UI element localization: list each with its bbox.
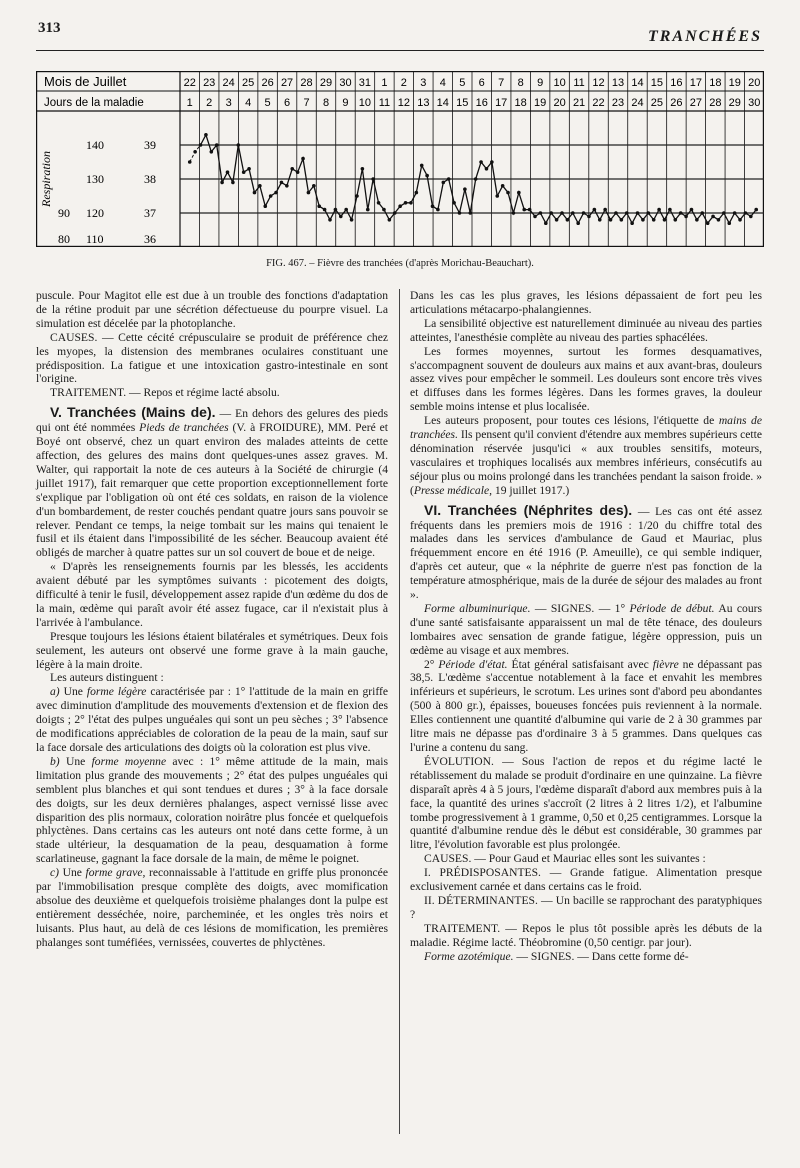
temperature-point — [415, 191, 419, 195]
month-date-label: 2 — [400, 77, 407, 89]
temperature-point — [355, 194, 359, 198]
temperature-point — [582, 211, 586, 215]
month-date-label: 20 — [748, 77, 761, 89]
temperature-point — [749, 215, 753, 219]
temperature-point — [495, 194, 499, 198]
temperature-point — [754, 208, 758, 212]
temperature-point — [393, 211, 397, 215]
text-run: Période d'état. — [438, 657, 508, 671]
text-run: Ils pensent qu'il convient d'étendre aux membres supérieurs cette dénomination réservée jusqu'ici « aux troubles sensitifs, moteurs, vasculaires et trophiques localisés aux membres inférieurs, consécutifs au séjour plus ou moins prolongé dans les tranchées pendant la saison froide. » ( — [410, 428, 762, 497]
temperature-point — [301, 157, 305, 161]
temperature-point — [269, 194, 273, 198]
temperature-point — [609, 218, 613, 222]
temperature-point — [474, 177, 478, 181]
temperature-point — [587, 215, 591, 219]
text-run: Presque toujours les lésions étaient bilatérales et symétriques. Deux fois seulement, les auteurs ont observé une forme grave à la main gauche, légère à la main droite. — [36, 629, 388, 671]
day-number-label: 6 — [284, 97, 291, 109]
month-date-label: 31 — [358, 77, 372, 89]
temperature-point — [350, 218, 354, 222]
text-run: 19 juillet 1917.) — [492, 483, 570, 497]
paragraph — [410, 317, 762, 345]
temperature-point — [253, 191, 257, 195]
temperature-point — [458, 211, 462, 215]
temperature-point — [388, 218, 392, 222]
text-run: — 1° — [594, 601, 630, 615]
text-run: — Pour Gaud et Mauriac elles sont les suivantes : — [471, 852, 706, 866]
day-number-label: 15 — [456, 97, 469, 109]
text-run: — Un bacille se rapprochant des paratyphiques ? — [410, 893, 762, 921]
temperature-point — [193, 150, 197, 154]
month-date-label: 10 — [553, 77, 566, 89]
paragraph — [36, 289, 388, 331]
text-run: Une — [59, 685, 87, 699]
temperature-point — [409, 201, 413, 205]
temperature-point — [711, 215, 715, 219]
paragraph — [410, 658, 762, 755]
temperature-point — [549, 211, 553, 215]
temperature-point — [247, 167, 251, 171]
text-run: fièvre — [652, 657, 679, 671]
month-date-label: 19 — [728, 77, 741, 89]
month-row-label: Mois de Juillet — [44, 74, 127, 89]
temperature-point — [210, 150, 214, 154]
text-run: Une — [59, 754, 92, 768]
temperature-point — [436, 208, 440, 212]
temperature-point — [544, 221, 548, 225]
temperature-point — [280, 181, 284, 185]
temperature-point — [727, 221, 731, 225]
temperature-point — [620, 218, 624, 222]
temperature-point — [204, 133, 208, 137]
temperature-point — [263, 204, 267, 208]
text-run: CAUSES. — [50, 330, 98, 344]
temperature-point — [501, 184, 505, 188]
day-number-label: 12 — [397, 97, 410, 109]
temperature-point — [420, 164, 424, 168]
paragraph — [36, 331, 388, 387]
temperature-point — [512, 211, 516, 215]
temperature-point — [673, 218, 677, 222]
paragraph — [36, 685, 388, 755]
day-number-label: 22 — [592, 97, 605, 109]
paragraph — [410, 922, 762, 950]
temperature-point — [630, 221, 634, 225]
text-run: TRAITEMENT. — [50, 386, 127, 400]
text-run: avec : 1° même attitude de la main, mais limitation plus grande des mouvements ; 2° état des pulpes unguéales qui semblent plus blanches et qui sont tendues et dures ; 3° à la face dorsale des doigts, sur les deux dernières phalanges, aspect vernissé lisse avec disparition des plis normaux, coloration noirâtre plus foncée et quelquefois phlyctènes. Dans certains cas les auteurs ont noté dans cette forme, à un stade ultérieur, la desquamation de la peau, desquamation à forme scarlatineuse, gagnant la face dorsale de la main, de même le poignet. — [36, 754, 388, 866]
text-run: — — [530, 601, 551, 615]
text-run: Forme albuminurique. — [424, 601, 531, 615]
temperature-point — [366, 208, 370, 212]
day-number-label: 1 — [186, 97, 193, 109]
month-date-label: 26 — [261, 77, 274, 89]
temperature-point — [452, 201, 456, 205]
paragraph — [36, 630, 388, 672]
temperature-point — [522, 208, 526, 212]
text-run: Période de début. — [629, 601, 715, 615]
text-run: — Repos et régime lacté absolu. — [126, 386, 280, 400]
month-date-label: 17 — [689, 77, 702, 89]
temperature-point — [506, 191, 510, 195]
temperature-point — [344, 208, 348, 212]
temperature-point — [242, 170, 246, 174]
month-date-label: 4 — [439, 77, 446, 89]
text-run: — Repos le plus tôt possible après les débuts de la maladie. Régime lacté. Théobromine (0,50 centigr. par jour). — [410, 921, 762, 949]
temperature-point — [641, 218, 645, 222]
text-run: Presse médicale, — [413, 483, 492, 497]
temperature-point — [528, 208, 532, 212]
temperature-point — [717, 218, 721, 222]
text-run: (V. à FROIDURE), MM. Peré et Boyé ont observé, chez un quart environ des malades atteints de cette affection, des gelures des mains dont quelques-unes assez graves. M. Walter, qui rapportait la note de ces auteurs à la Société de chirurgie (4 juillet 1917), fait remarquer que cette proportion exceptionnellement forte s'explique par l'obligation où ont été ces soldats, en raison de la violence d'un bombardement, de rester couchés pendant quatre jours sans pouvoir se relever. Pendant ce temps, la neige tombait sur les mains qui tenaient le fusil et ils étaient dans l'impossibilité de les sécher. Beaucoup avaient été obligés de marcher à quatre pattes sur un sol couvert de boue et de neige. — [36, 421, 388, 560]
text-run: Les auteurs distinguent : — [50, 671, 164, 685]
day-number-label: 29 — [728, 97, 741, 109]
text-run: Les formes moyennes, surtout les formes desquamatives, s'accompagnent souvent de douleurs aux mains et aux avant-bras, douleurs assez vives pour empêcher le sommeil. Les douleurs sont encore très vives et diffuses dans les formes légères. Dans les formes graves, la douleur semble moins intense et plus localisée. — [410, 344, 762, 414]
paragraph — [36, 671, 388, 685]
day-number-label: 2 — [206, 97, 213, 109]
month-date-label: 22 — [183, 77, 196, 89]
text-run: Forme azotémique. — [424, 949, 514, 963]
text-run: — Grande fatigue. Alimentation presque exclusivement carnée et dans certains cas le froid. — [410, 866, 762, 894]
text-run: forme moyenne — [91, 754, 167, 768]
day-number-label: 11 — [378, 97, 391, 109]
temperature-point — [447, 177, 451, 181]
temperature-point — [290, 167, 294, 171]
respiration-scale-label: 110 — [86, 232, 104, 246]
day-number-label: 8 — [322, 97, 330, 109]
temperature-point — [668, 208, 672, 212]
paragraph — [36, 755, 388, 866]
day-number-label: 25 — [650, 97, 664, 109]
month-date-label: 25 — [242, 77, 255, 89]
respiration-axis-label: Respiration — [39, 151, 53, 207]
day-number-label: 4 — [245, 97, 252, 109]
temperature-point — [226, 170, 230, 174]
temperature-point — [339, 215, 343, 219]
temperature-point — [598, 218, 602, 222]
paragraph — [36, 866, 388, 949]
temperature-point — [614, 211, 618, 215]
text-run: « D'après les renseignements fournis par les blessés, les accidents avaient débuté par les symptômes suivants : picotement des doigts, difficulté à tenir le fusil, développement assez rapide d'un œdème du dos de la main, œdème qui paraît avoir été assez fugace, car il n'existait plus à l'arrivée à l'ambulance. — [36, 560, 388, 629]
respiration-scale-label: 130 — [86, 172, 104, 186]
text-run: — Dans cette forme dé- — [574, 949, 689, 963]
text-run: Pieds de tranchées — [139, 421, 229, 435]
text-run: — Les cas ont été assez fréquents dans les premiers mois de 1916 : 1/20 du chiffre total des malades dans les services d'ambulance de Gaud et Mauriac, plus fréquemment encore en été 1916 (P. Ameuille), ce qui semble indiquer, d'après cet auteur, que « la néphrite de guerre n'est pas fonction de la température atmosphérique, mais de la durée de séjour des malades au front ». — [410, 504, 762, 602]
temperature-point — [328, 218, 332, 222]
temperature-point — [560, 211, 564, 215]
temperature-point — [199, 143, 203, 147]
day-number-label: 18 — [514, 97, 527, 109]
month-date-label: 30 — [339, 77, 352, 89]
paragraph — [410, 602, 762, 658]
temperature-point — [463, 187, 467, 191]
day-number-label: 24 — [631, 97, 644, 109]
month-date-label: 6 — [478, 77, 485, 89]
text-run: État général satisfaisant avec — [507, 657, 653, 671]
temperature-point — [361, 167, 365, 171]
temperature-point — [274, 191, 278, 195]
day-number-label: 27 — [689, 97, 702, 109]
day-number-label: 16 — [475, 97, 488, 109]
temperature-point — [738, 218, 742, 222]
section-paragraph — [36, 406, 388, 560]
text-run: II. DÉTERMINANTES. — [424, 893, 538, 907]
text-run: reconnaissable à l'attitude en griffe plus prononcée par l'immobilisation presque complète des doigts, avec momification absolue des deuxième et quelquefois troisième phalanges dont la pulpe est entièrement desséchée, noire, parcheminée, et les ongles très noirs et luisants. Plus haut, au delà de ces lésions de momification, les premières phalanges sont tuméfiées, vernissées, couvertes de phlyctènes. — [36, 866, 388, 949]
day-number-label: 14 — [436, 97, 449, 109]
month-date-label: 24 — [222, 77, 235, 89]
text-run: I. PRÉDISPOSANTES. — [424, 866, 541, 880]
temperature-point — [576, 221, 580, 225]
temperature-point — [425, 174, 429, 178]
temperature-point — [652, 218, 656, 222]
temperature-point — [377, 201, 381, 205]
month-date-label: 8 — [517, 77, 524, 89]
month-date-label: 29 — [319, 77, 333, 89]
temperature-point — [744, 211, 748, 215]
temperature-point — [258, 184, 262, 188]
temperature-point — [431, 204, 435, 208]
text-run: ÉVOLUTION. — [424, 754, 494, 768]
month-date-label: 28 — [300, 77, 313, 89]
temperature-scale-label: 39 — [144, 138, 156, 152]
text-run: — Sous l'action de repos et du régime lacté le rétablissement du malade se produit d'ordinaire en une quinzaine. La fièvre disparaît après 4 à 5 jours, l'œdème disparaît d'abord aux membres puis à la face, la quantité des urines s'accroît (2 litres à 2 litres 1/2), et l'albumine tombe progressivement à 1 gramme, 0,50 et 0,25 centigrammes. Lorsque la quantité d'albumine rendue dès le début est considérable, 30 grammes par litre, l'évolution favorable est plus prolongée. — [410, 754, 762, 852]
text-run: TRAITEMENT. — [424, 921, 501, 935]
month-date-label: 11 — [573, 77, 585, 89]
respiration-scale-label: 140 — [86, 138, 104, 152]
section-heading: V. Tranchées (Mains de). — [50, 404, 216, 421]
day-number-label: 9 — [342, 97, 349, 109]
temperature-point — [479, 160, 483, 164]
temperature-point — [733, 211, 737, 215]
paragraph — [410, 755, 762, 852]
text-run: Les auteurs proposent, pour toutes ces lésions, l'étiquette de — [424, 414, 719, 428]
scale-label: 90 — [58, 206, 70, 220]
scale-label: 80 — [58, 232, 70, 246]
temperature-point — [625, 211, 629, 215]
month-date-label: 9 — [537, 77, 544, 89]
temperature-point — [468, 211, 472, 215]
text-run: c) — [50, 866, 60, 880]
day-number-label: 28 — [709, 97, 722, 109]
month-date-label: 18 — [709, 77, 722, 89]
text-run: — — [513, 949, 531, 963]
temperature-point — [307, 191, 311, 195]
temperature-point — [517, 191, 521, 195]
right-column — [410, 289, 762, 964]
month-date-label: 14 — [631, 77, 644, 89]
month-date-label: 16 — [670, 77, 683, 89]
temperature-point — [188, 160, 192, 164]
day-number-label: 21 — [572, 97, 586, 109]
text-run: Dans les cas les plus graves, les lésions dépassaient de fort peu les articulations métacarpo-phalangiennes. — [410, 289, 762, 316]
temperature-point — [334, 208, 338, 212]
header-rule — [36, 50, 764, 51]
day-number-label: 30 — [748, 97, 761, 109]
text-run: forme légère — [86, 685, 147, 699]
month-date-label: 5 — [459, 77, 466, 89]
temperature-point — [285, 184, 289, 188]
temperature-point — [603, 208, 607, 212]
section-heading: VI. Tranchées (Néphrites des). — [424, 501, 633, 518]
temperature-point — [404, 201, 408, 205]
text-run: Une — [59, 866, 86, 880]
temperature-point — [231, 181, 235, 185]
fever-chart — [36, 71, 764, 247]
paragraph — [410, 894, 762, 922]
temperature-point — [323, 208, 327, 212]
text-run: SIGNES. — [530, 949, 575, 963]
figure-caption: FIG. 467. – Fièvre des tranchées (d'après Morichau-Beauchart). — [266, 258, 534, 269]
day-number-label: 5 — [264, 97, 271, 109]
temperature-point — [317, 204, 321, 208]
respiration-scale-label: 120 — [86, 206, 104, 220]
temperature-point — [593, 208, 597, 212]
temperature-point — [706, 221, 710, 225]
temperature-point — [533, 215, 537, 219]
paragraph — [36, 386, 388, 400]
temperature-point — [312, 184, 316, 188]
day-number-label: 7 — [303, 97, 310, 109]
text-run: ne dépassant pas 38,5. L'œdème s'accentue notablement à la face et envahit les membres inférieurs et supérieurs, le scrotum. Les urines sont d'abord peu abondantes (500 à 800 gr.), épaisses, boueuses foncées puis reviennent à la normale. Elles contiennent une quantité d'albumine qui varie de 2 à 30 grammes par litre mais ne dépasse pas d'ordinaire 3 à 5 grammes. Dans quelques cas l'urine a contenu du sang. — [410, 657, 762, 754]
text-run: puscule. Pour Magitot elle est due à un trouble des fonctions d'adaptation de la rétine produit par une sécrétion défectueuse du pourpre visuel. La simulation est décelée par la photoplanche. — [36, 289, 388, 330]
month-date-label: 3 — [420, 77, 427, 89]
text-run: b) — [50, 754, 60, 768]
temperature-scale-label: 36 — [144, 232, 156, 246]
temperature-point — [690, 208, 694, 212]
month-date-label: 23 — [203, 77, 216, 89]
temperature-point — [442, 181, 446, 185]
page-number: 313 — [38, 20, 61, 36]
temperature-point — [679, 211, 683, 215]
text-run: mains de tranchées. — [410, 414, 763, 442]
paragraph — [410, 950, 762, 964]
text-run: La sensibilité objective est naturellement diminuée au niveau des parties atteintes, l'anesthésie complète au niveau des parties sphacélées. — [410, 316, 762, 344]
temperature-scale-label: 38 — [144, 172, 156, 186]
temperature-point — [220, 181, 224, 185]
day-number-label: 26 — [670, 97, 683, 109]
paragraph — [410, 345, 762, 415]
temperature-point — [215, 143, 219, 147]
text-run: CAUSES. — [424, 852, 472, 866]
temperature-scale-label: 37 — [144, 206, 156, 220]
temperature-point — [722, 211, 726, 215]
temperature-point — [636, 211, 640, 215]
day-number-label: 23 — [611, 97, 625, 109]
day-number-label: 20 — [553, 97, 566, 109]
text-run: SIGNES. — [550, 601, 595, 615]
section-paragraph — [410, 501, 762, 602]
text-run: a) — [50, 685, 60, 699]
paragraph — [410, 852, 762, 866]
paragraph — [410, 866, 762, 894]
text-run: — Cette cécité crépusculaire se produit de préférence chez les myopes, la distension des membranes oculaires constituant une prédisposition. La fatigue et une intoxication gastro-intestinale en sont l'origine. — [36, 330, 388, 386]
month-date-label: 12 — [592, 77, 605, 89]
left-column — [36, 289, 388, 950]
day-number-label: 19 — [534, 97, 547, 109]
temperature-point — [539, 211, 543, 215]
month-date-label: 27 — [280, 77, 294, 89]
days-row-label: Jours de la maladie — [44, 97, 144, 109]
day-number-label: 13 — [417, 97, 430, 109]
paragraph — [410, 289, 762, 317]
day-number-label: 17 — [495, 97, 508, 109]
temperature-point — [663, 218, 667, 222]
temperature-point — [566, 218, 570, 222]
day-number-label: 3 — [225, 97, 232, 109]
month-date-label: 15 — [650, 77, 664, 89]
text-run: caractérisée par : 1° l'attitude de la main en griffe avec diminution d'amplitude des mouvements d'extension et de flexion des doigts ; 2° l'état des pulpes unguéales qui sont un peu sèches ; 3° l'absence de modifications appréciables de coloration de la peau de la main, sauf sur la face dorsale des articulations des doigts où la coloration est plus vive. — [36, 685, 388, 754]
day-number-label: 10 — [358, 97, 372, 109]
temperature-point — [657, 208, 661, 212]
month-date-label: 13 — [611, 77, 625, 89]
running-title: TRANCHÉES — [647, 28, 762, 45]
temperature-point — [398, 204, 402, 208]
text-run: forme grave, — [85, 866, 146, 880]
temperature-point — [236, 143, 240, 147]
temperature-point — [695, 218, 699, 222]
text-run: 2° — [424, 657, 439, 671]
paragraph — [36, 560, 388, 630]
month-date-label: 7 — [498, 77, 505, 89]
temperature-point — [382, 208, 386, 212]
temperature-point — [296, 170, 300, 174]
temperature-point — [700, 211, 704, 215]
temperature-point — [684, 215, 688, 219]
temperature-point — [571, 211, 575, 215]
column-divider — [399, 289, 400, 1134]
temperature-point — [555, 218, 559, 222]
month-date-label: 1 — [381, 77, 388, 89]
paragraph — [410, 414, 762, 497]
text-run: — En dehors des gelures des pieds qui ont été nommées — [36, 407, 388, 435]
text-run: Au cours d'une santé satisfaisante apparaissent un mal de tête ténace, des douleurs lombaires avec sensation de grande fatigue, légère oppression, puis un œdème au visage et aux membres. — [410, 601, 762, 657]
temperature-point — [490, 160, 494, 164]
temperature-point — [371, 177, 375, 181]
temperature-point — [485, 167, 489, 171]
temperature-point — [647, 211, 651, 215]
